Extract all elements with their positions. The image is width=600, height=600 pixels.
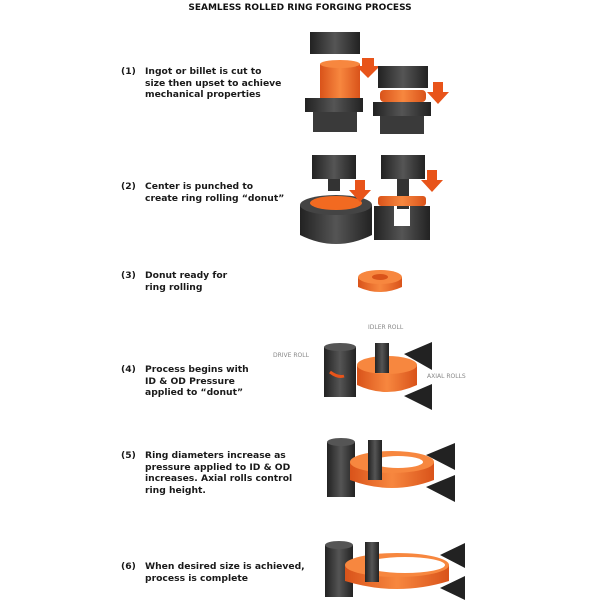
ring-rolling-complete-illustration [325, 541, 465, 600]
step-number: (1) [121, 66, 136, 77]
ring-rolling-start-illustration [273, 324, 466, 410]
step-number: (2) [121, 181, 136, 192]
idler-roll-label: IDLER ROLL [368, 324, 404, 331]
step-text: Center is punched to create ring rolling “donut” [145, 181, 285, 204]
step-text: When desired size is achieved, process is complete [145, 561, 305, 584]
step-number: (4) [121, 364, 136, 375]
drive-roll-label: DRIVE ROLL [273, 352, 309, 359]
step-text: Ingot or billet is cut to size then upset to achieve mechanical properties [145, 66, 282, 100]
ring-rolling-expanding-illustration [327, 438, 455, 502]
step-number: (3) [121, 270, 136, 281]
upset-press-illustration [305, 32, 449, 134]
step-number: (6) [121, 561, 136, 572]
step-number: (5) [121, 450, 136, 461]
axial-rolls-label: AXIAL ROLLS [427, 373, 466, 380]
donut-illustration [358, 270, 402, 292]
diagram-title: SEAMLESS ROLLED RING FORGING PROCESS [188, 3, 412, 13]
step-text: Process begins with ID & OD Pressure applied to “donut” [145, 364, 249, 398]
punch-illustration [300, 155, 443, 244]
step-text: Ring diameters increase as pressure applied to ID & OD increases. Axial rolls control ring height. [145, 450, 293, 496]
step-text: Donut ready for ring rolling [145, 270, 228, 293]
